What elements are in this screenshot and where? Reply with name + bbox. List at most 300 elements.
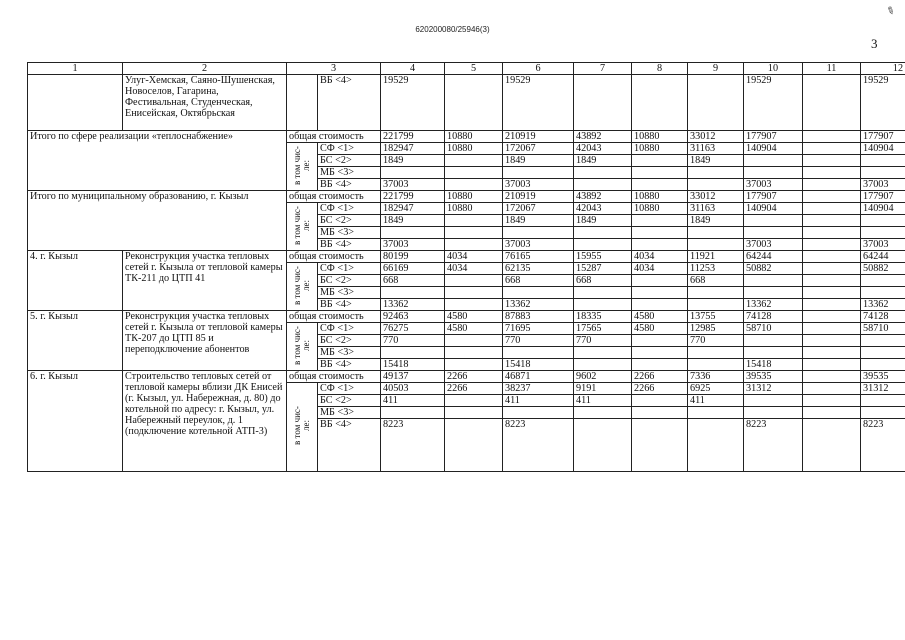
value-cell: 140904 [861, 203, 905, 215]
value-cell: 42043 [574, 143, 632, 155]
value-cell [688, 359, 744, 371]
value-cell [861, 407, 905, 419]
source-label: МБ <3> [318, 407, 381, 419]
value-cell [803, 383, 861, 395]
total-cost-label: общая стоимость [287, 191, 381, 203]
page-number: 3 [871, 36, 878, 51]
value-cell: 31163 [688, 203, 744, 215]
value-cell: 13362 [503, 299, 574, 311]
value-cell: 19529 [861, 75, 905, 131]
value-cell [445, 299, 503, 311]
value-cell [688, 167, 744, 179]
table-cell [287, 75, 318, 131]
value-cell [632, 359, 688, 371]
value-cell [861, 395, 905, 407]
source-label: БС <2> [318, 155, 381, 167]
value-cell [744, 275, 803, 287]
value-cell [445, 215, 503, 227]
value-cell: 31163 [688, 143, 744, 155]
value-cell [861, 227, 905, 239]
value-cell: 2266 [632, 383, 688, 395]
value-cell [861, 287, 905, 299]
value-cell [574, 167, 632, 179]
project-number: 5. г. Кызыл [28, 311, 123, 371]
value-cell: 2266 [445, 383, 503, 395]
in-total-label [287, 263, 318, 311]
value-cell [632, 395, 688, 407]
source-label: МБ <3> [318, 287, 381, 299]
value-cell: 92463 [381, 311, 445, 323]
value-cell [574, 75, 632, 131]
value-cell: 33012 [688, 191, 744, 203]
value-cell: 8223 [381, 419, 445, 472]
value-cell [381, 287, 445, 299]
value-cell [744, 167, 803, 179]
value-cell: 13362 [381, 299, 445, 311]
value-cell [574, 407, 632, 419]
in-total-label [287, 383, 318, 472]
value-cell: 1849 [381, 215, 445, 227]
value-cell: 15955 [574, 251, 632, 263]
source-label: СФ <1> [318, 383, 381, 395]
value-cell [632, 227, 688, 239]
value-cell [574, 347, 632, 359]
value-cell [445, 395, 503, 407]
value-cell: 411 [381, 395, 445, 407]
value-cell: 87883 [503, 311, 574, 323]
value-cell: 71695 [503, 323, 574, 335]
value-cell: 668 [503, 275, 574, 287]
source-label: ВБ <4> [318, 239, 381, 251]
value-cell [803, 275, 861, 287]
value-cell: 10880 [445, 143, 503, 155]
value-cell [803, 335, 861, 347]
value-cell [861, 215, 905, 227]
in-total-label [287, 323, 318, 371]
value-cell [861, 359, 905, 371]
value-cell: 58710 [861, 323, 905, 335]
value-cell [574, 359, 632, 371]
value-cell: 39535 [861, 371, 905, 383]
value-cell [381, 167, 445, 179]
p6-row-total [28, 371, 905, 383]
value-cell [803, 371, 861, 383]
project-name: Строительство тепловых сетей от тепловой камеры вблизи ДК Енисей (г. Кызыл, ул. Набережная, д. 80) до котельной по адресу: г. Кызыл, ул. Набережный переулок, д. 1 (подключение котельной АТП-3) [123, 371, 287, 472]
value-cell: 210919 [503, 191, 574, 203]
value-cell [803, 239, 861, 251]
value-cell [744, 335, 803, 347]
source-label: МБ <3> [318, 347, 381, 359]
value-cell [632, 179, 688, 191]
value-cell: 10880 [632, 203, 688, 215]
value-cell [744, 287, 803, 299]
value-cell: 42043 [574, 203, 632, 215]
value-cell [632, 419, 688, 472]
value-cell: 668 [381, 275, 445, 287]
value-cell: 37003 [861, 179, 905, 191]
value-cell: 140904 [744, 203, 803, 215]
project-name: Реконструкция участка тепловых сетей г. Кызыла от тепловой камеры ТК-207 до ЦТП 85 и переподключение абонентов [123, 311, 287, 371]
value-cell: 7336 [688, 371, 744, 383]
value-cell: 37003 [861, 239, 905, 251]
value-cell: 177907 [744, 191, 803, 203]
value-cell: 9602 [574, 371, 632, 383]
value-cell: 668 [574, 275, 632, 287]
source-label: СФ <1> [318, 323, 381, 335]
value-cell: 770 [381, 335, 445, 347]
value-cell: 770 [503, 335, 574, 347]
value-cell: 13755 [688, 311, 744, 323]
value-cell [688, 75, 744, 131]
value-cell: 19529 [744, 75, 803, 131]
source-label: БС <2> [318, 275, 381, 287]
value-cell [503, 347, 574, 359]
value-cell [744, 227, 803, 239]
value-cell [688, 179, 744, 191]
value-cell: 37003 [744, 179, 803, 191]
value-cell [861, 155, 905, 167]
value-cell: 31312 [861, 383, 905, 395]
value-cell [381, 407, 445, 419]
value-cell [632, 155, 688, 167]
source-label: ВБ <4> [318, 299, 381, 311]
value-cell [803, 179, 861, 191]
value-cell [803, 143, 861, 155]
value-cell: 1849 [574, 215, 632, 227]
value-cell: 411 [688, 395, 744, 407]
source-label: ВБ <4> [318, 75, 381, 131]
value-cell: 76165 [503, 251, 574, 263]
value-cell [803, 263, 861, 275]
value-cell: 140904 [744, 143, 803, 155]
value-cell: 37003 [381, 239, 445, 251]
value-cell: 76275 [381, 323, 445, 335]
value-cell [803, 227, 861, 239]
value-cell [803, 167, 861, 179]
value-cell [744, 347, 803, 359]
value-cell [445, 167, 503, 179]
value-cell: 37003 [381, 179, 445, 191]
value-cell [503, 227, 574, 239]
value-cell: 33012 [688, 131, 744, 143]
corner-mark: ✎ [884, 4, 897, 19]
value-cell [574, 299, 632, 311]
value-cell [632, 167, 688, 179]
value-cell [744, 395, 803, 407]
value-cell: 8223 [861, 419, 905, 472]
value-cell [803, 215, 861, 227]
group-label: Итого по муниципальному образованию, г. Кызыл [28, 191, 287, 251]
header-cell: 3 [287, 63, 381, 75]
source-label: СФ <1> [318, 263, 381, 275]
header-cell: 11 [803, 63, 861, 75]
value-cell [574, 239, 632, 251]
value-cell: 177907 [861, 191, 905, 203]
value-cell: 210919 [503, 131, 574, 143]
value-cell: 74128 [861, 311, 905, 323]
value-cell: 177907 [861, 131, 905, 143]
value-cell [803, 419, 861, 472]
total-cost-label: общая стоимость [287, 131, 381, 143]
value-cell: 13362 [861, 299, 905, 311]
source-label: ВБ <4> [318, 179, 381, 191]
value-cell: 43892 [574, 191, 632, 203]
source-label: СФ <1> [318, 143, 381, 155]
value-cell: 15418 [744, 359, 803, 371]
in-total-label [287, 203, 318, 251]
value-cell: 10880 [445, 203, 503, 215]
value-cell: 411 [503, 395, 574, 407]
value-cell: 58710 [744, 323, 803, 335]
value-cell: 37003 [744, 239, 803, 251]
document-id: 620200080/25946(3) [415, 25, 490, 34]
value-cell: 37003 [503, 239, 574, 251]
total-cost-label: общая стоимость [287, 371, 381, 383]
value-cell [632, 215, 688, 227]
value-cell: 19529 [381, 75, 445, 131]
value-cell [803, 75, 861, 131]
value-cell [632, 299, 688, 311]
value-cell: 668 [688, 275, 744, 287]
value-cell: 1849 [688, 215, 744, 227]
value-cell [744, 215, 803, 227]
value-cell: 46871 [503, 371, 574, 383]
value-cell [861, 335, 905, 347]
value-cell [445, 239, 503, 251]
value-cell: 15418 [503, 359, 574, 371]
value-cell [574, 419, 632, 472]
value-cell [803, 323, 861, 335]
in-total-text: в том чис- ле: [292, 325, 311, 365]
value-cell [744, 155, 803, 167]
value-cell: 15418 [381, 359, 445, 371]
value-cell: 74128 [744, 311, 803, 323]
g2-row-total [28, 191, 905, 203]
value-cell: 10880 [445, 131, 503, 143]
value-cell [744, 407, 803, 419]
value-cell: 172067 [503, 143, 574, 155]
value-cell: 66169 [381, 263, 445, 275]
value-cell [503, 407, 574, 419]
value-cell: 1849 [574, 155, 632, 167]
value-cell [688, 419, 744, 472]
value-cell: 221799 [381, 131, 445, 143]
value-cell: 2266 [445, 371, 503, 383]
source-label: БС <2> [318, 335, 381, 347]
in-total-label [287, 143, 318, 191]
value-cell: 172067 [503, 203, 574, 215]
header-row [28, 63, 905, 75]
p5-row-total [28, 311, 905, 323]
value-cell: 140904 [861, 143, 905, 155]
value-cell [688, 407, 744, 419]
value-cell: 10880 [632, 131, 688, 143]
group-label: Итого по сфере реализации «теплоснабжение» [28, 131, 287, 191]
header-cell: 2 [123, 63, 287, 75]
value-cell: 1849 [503, 155, 574, 167]
value-cell: 411 [574, 395, 632, 407]
value-cell: 50882 [861, 263, 905, 275]
source-label: ВБ <4> [318, 419, 381, 472]
value-cell [632, 239, 688, 251]
value-cell: 4034 [445, 263, 503, 275]
value-cell: 31312 [744, 383, 803, 395]
value-cell: 43892 [574, 131, 632, 143]
project-name: Реконструкция участка тепловых сетей г. Кызыла от тепловой камеры ТК-211 до ЦТП 41 [123, 251, 287, 311]
value-cell: 1849 [688, 155, 744, 167]
value-cell [445, 155, 503, 167]
value-cell [632, 407, 688, 419]
p4-row-total [28, 251, 905, 263]
value-cell: 1849 [381, 155, 445, 167]
value-cell [803, 203, 861, 215]
value-cell: 177907 [744, 131, 803, 143]
value-cell [861, 167, 905, 179]
value-cell [688, 299, 744, 311]
value-cell [861, 347, 905, 359]
table-row [28, 75, 905, 131]
value-cell: 39535 [744, 371, 803, 383]
value-cell: 18335 [574, 311, 632, 323]
value-cell [803, 359, 861, 371]
value-cell: 4034 [445, 251, 503, 263]
value-cell: 80199 [381, 251, 445, 263]
value-cell: 10880 [632, 191, 688, 203]
project-number: 6. г. Кызыл [28, 371, 123, 472]
value-cell: 10880 [445, 191, 503, 203]
value-cell [632, 275, 688, 287]
source-label: БС <2> [318, 395, 381, 407]
value-cell: 49137 [381, 371, 445, 383]
header-cell: 6 [503, 63, 574, 75]
value-cell [503, 287, 574, 299]
source-label: МБ <3> [318, 167, 381, 179]
value-cell [803, 407, 861, 419]
header-cell: 7 [574, 63, 632, 75]
value-cell: 4580 [445, 323, 503, 335]
value-cell [632, 287, 688, 299]
value-cell [632, 75, 688, 131]
header-cell: 8 [632, 63, 688, 75]
value-cell: 8223 [744, 419, 803, 472]
value-cell: 2266 [632, 371, 688, 383]
value-cell: 19529 [503, 75, 574, 131]
value-cell: 50882 [744, 263, 803, 275]
value-cell: 9191 [574, 383, 632, 395]
value-cell: 10880 [632, 143, 688, 155]
value-cell: 1849 [503, 215, 574, 227]
value-cell [574, 287, 632, 299]
value-cell: 11921 [688, 251, 744, 263]
value-cell: 8223 [503, 419, 574, 472]
value-cell: 770 [574, 335, 632, 347]
value-cell: 4580 [632, 311, 688, 323]
value-cell: 4580 [632, 323, 688, 335]
object-name: Улуг-Хемская, Саяно-Шушенская, Новоселов, Гагарина, Фестивальная, Студенческая, Енисейская, Октябрьская [123, 75, 287, 131]
value-cell [688, 287, 744, 299]
value-cell [803, 191, 861, 203]
value-cell [803, 131, 861, 143]
value-cell: 182947 [381, 203, 445, 215]
value-cell: 221799 [381, 191, 445, 203]
value-cell: 6925 [688, 383, 744, 395]
value-cell: 15287 [574, 263, 632, 275]
value-cell [803, 155, 861, 167]
value-cell [803, 299, 861, 311]
value-cell [632, 335, 688, 347]
value-cell: 37003 [503, 179, 574, 191]
value-cell [445, 347, 503, 359]
value-cell [445, 227, 503, 239]
value-cell [445, 275, 503, 287]
value-cell [803, 347, 861, 359]
value-cell: 4580 [445, 311, 503, 323]
total-cost-label: общая стоимость [287, 311, 381, 323]
value-cell: 64244 [861, 251, 905, 263]
value-cell [381, 347, 445, 359]
source-label: СФ <1> [318, 203, 381, 215]
value-cell [861, 275, 905, 287]
value-cell [445, 419, 503, 472]
value-cell [574, 179, 632, 191]
value-cell [688, 239, 744, 251]
value-cell: 64244 [744, 251, 803, 263]
value-cell [445, 75, 503, 131]
value-cell: 17565 [574, 323, 632, 335]
value-cell: 62135 [503, 263, 574, 275]
total-cost-label: общая стоимость [287, 251, 381, 263]
value-cell: 4034 [632, 263, 688, 275]
value-cell: 38237 [503, 383, 574, 395]
value-cell: 13362 [744, 299, 803, 311]
project-number: 4. г. Кызыл [28, 251, 123, 311]
value-cell [445, 179, 503, 191]
g1-row-total [28, 131, 905, 143]
value-cell [445, 407, 503, 419]
value-cell [445, 287, 503, 299]
value-cell: 12985 [688, 323, 744, 335]
value-cell [381, 227, 445, 239]
value-cell [574, 227, 632, 239]
in-total-text: в том чис- ле: [292, 205, 311, 245]
value-cell [803, 395, 861, 407]
source-label: БС <2> [318, 215, 381, 227]
value-cell [803, 287, 861, 299]
value-cell [445, 335, 503, 347]
value-cell: 770 [688, 335, 744, 347]
header-cell: 9 [688, 63, 744, 75]
header-cell: 5 [445, 63, 503, 75]
header-cell: 4 [381, 63, 445, 75]
value-cell [445, 359, 503, 371]
value-cell [688, 347, 744, 359]
budget-table [27, 62, 905, 472]
in-total-text: в том чис- ле: [292, 145, 311, 185]
value-cell [632, 347, 688, 359]
value-cell: 11253 [688, 263, 744, 275]
value-cell: 40503 [381, 383, 445, 395]
header-cell: 12 [861, 63, 905, 75]
value-cell [503, 167, 574, 179]
value-cell [803, 311, 861, 323]
value-cell: 4034 [632, 251, 688, 263]
header-cell: 10 [744, 63, 803, 75]
value-cell [688, 227, 744, 239]
source-label: МБ <3> [318, 227, 381, 239]
source-label: ВБ <4> [318, 359, 381, 371]
value-cell [803, 251, 861, 263]
in-total-text: в том чис- ле: [292, 406, 311, 445]
